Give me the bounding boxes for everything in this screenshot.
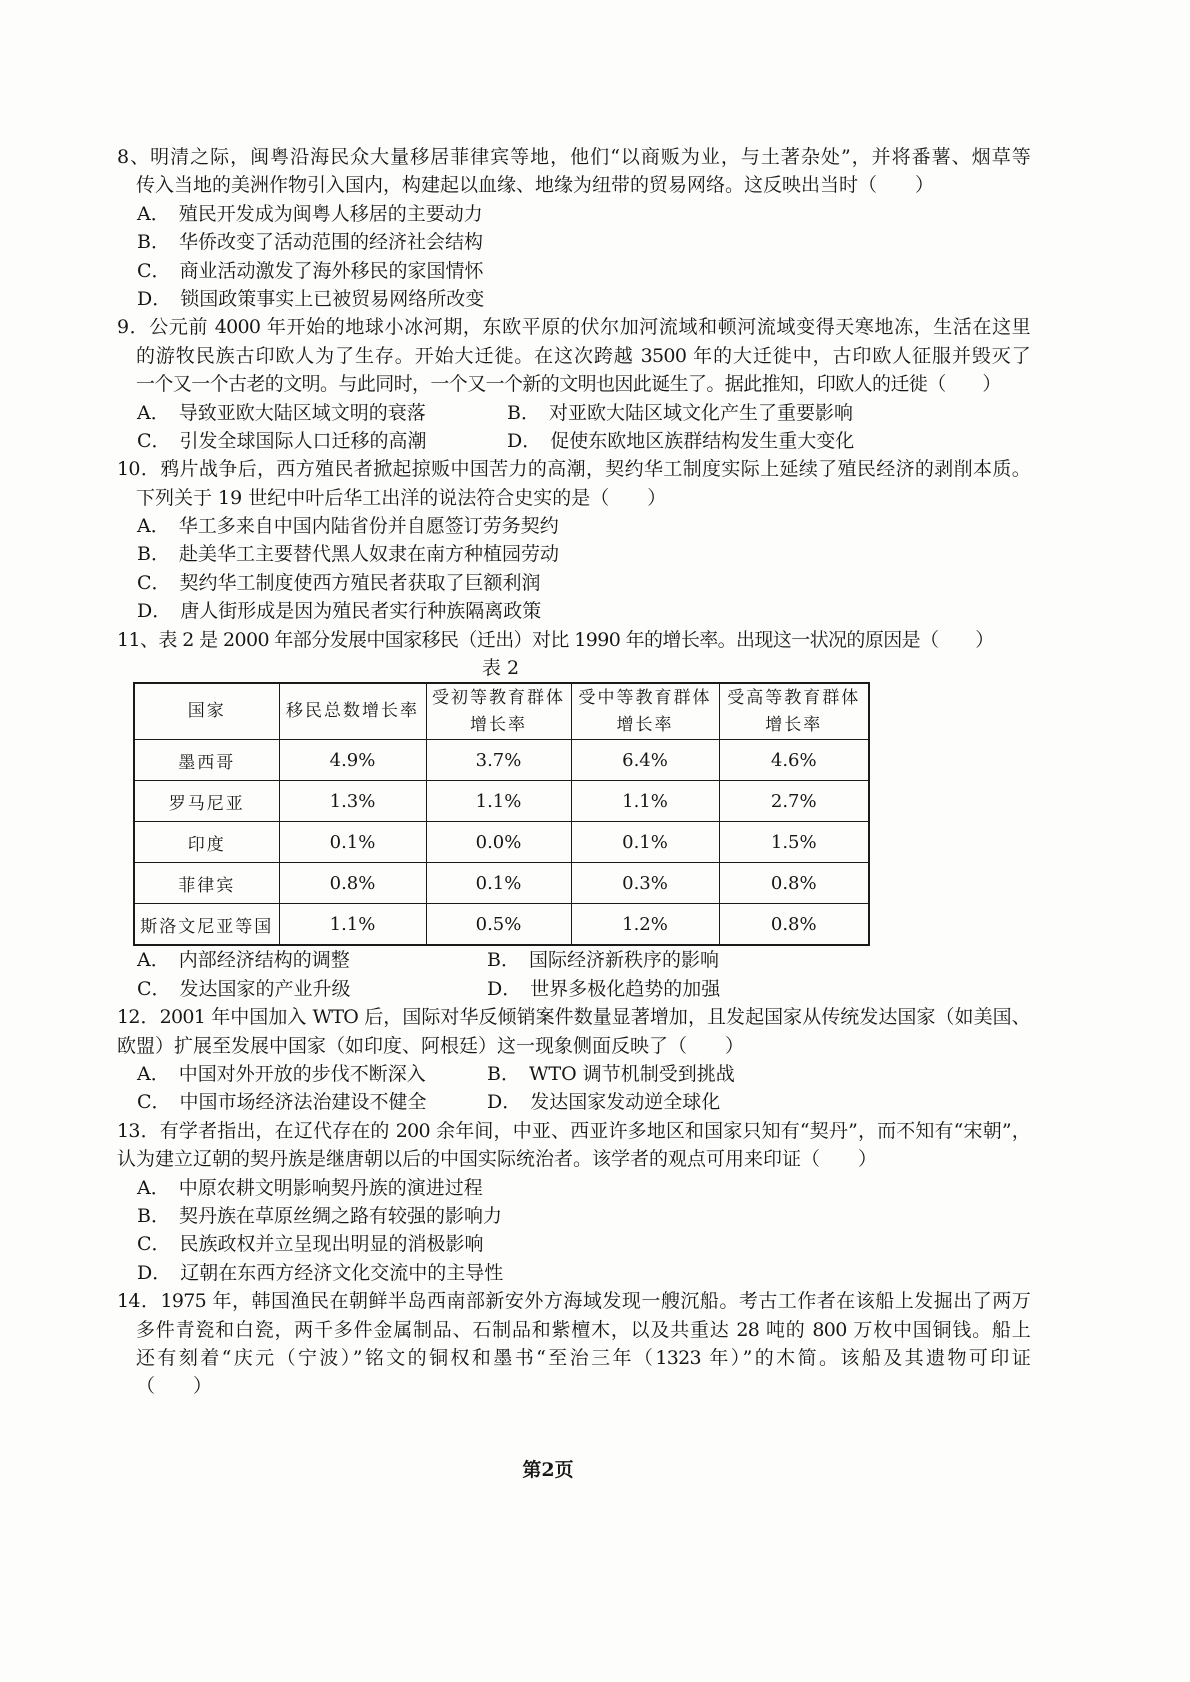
option-b [487, 949, 719, 971]
option-c [117, 569, 1030, 597]
table-cell: 0.1% [571, 822, 719, 863]
option-text: 赴美华工主要替代黑人奴隶在南方种植园劳动 [178, 543, 559, 566]
table-cell: 0.8% [279, 863, 426, 904]
option-label: A． [137, 401, 170, 424]
option-label: A． [137, 515, 170, 538]
question-number: 13． [117, 1119, 160, 1142]
option-d [117, 1259, 1030, 1287]
option-label: C． [137, 571, 171, 594]
table-cell: 1.1% [279, 904, 426, 946]
table-cell: 菲律宾 [134, 863, 279, 904]
question-number: 8、 [117, 146, 151, 168]
table-cell: 4.6% [719, 740, 869, 781]
option-a [117, 200, 1030, 228]
option-text: 民族政权并立呈现出明显的消极影响 [179, 1233, 484, 1256]
table-cell: 0.1% [426, 863, 571, 904]
option-row [117, 399, 1030, 427]
option-text: 中原农耕文明影响契丹族的演进过程 [178, 1176, 483, 1199]
option-text: 发达国家发动逆全球化 [530, 1091, 721, 1114]
option-b [117, 1202, 1030, 1230]
table-row [134, 740, 869, 781]
question-number: 9． [117, 316, 150, 339]
option-label: C． [137, 1091, 171, 1114]
data-table [133, 682, 870, 946]
option-text: 导致亚欧大陆区域文明的衰落 [178, 401, 426, 424]
table-cell: 0.3% [571, 863, 719, 904]
option-d [507, 430, 854, 452]
question-stem-text: 明清之际，闽粤沿海民众大量移居菲律宾等地，他们“以商贩为业，与土著杂处”，并将番薯、烟草等 [150, 146, 1030, 168]
question-12 [117, 1003, 1030, 1117]
option-d [117, 285, 1030, 313]
option-text: 锁国政策事实上已被贸易网络所改变 [180, 287, 485, 310]
question-stem-line: 的游牧民族古印欧人为了生存。开始大迁徙。在这次跨越 3500 年的大迁徙中，古印欧人征服并毁灭了 [136, 344, 1030, 367]
table-cell: 0.0% [426, 822, 571, 863]
table-cell: 1.1% [426, 781, 571, 822]
option-d [487, 1091, 720, 1113]
table-cell: 0.8% [719, 904, 869, 946]
table-cell: 6.4% [571, 740, 719, 781]
question-stem-line [117, 1287, 1030, 1315]
question-stem-line: 传入当地的美洲作物引入国内，构建起以血缘、地缘为纽带的贸易网络。这反映出当时（ ） [136, 174, 935, 197]
option-label: C． [137, 259, 171, 282]
table-cell: 1.2% [571, 904, 719, 946]
option-label: C． [137, 1233, 171, 1256]
option-label: A． [137, 949, 170, 972]
option-label: A． [137, 202, 170, 225]
option-b [507, 402, 853, 424]
question-stem-text: 2001 年中国加入 WTO 后，国际对华反倾销案件数量显著增加，且发起国家从传统发达国家（如美国、 [159, 1006, 1030, 1029]
option-label: B． [137, 543, 170, 566]
option-row [117, 1088, 1030, 1116]
option-a [117, 1174, 1030, 1202]
question-stem-line: 多件青瓷和白瓷，两千多件金属制品、石制品和紫檀木，以及共重达 28 吨的 800 万枚中国铜钱。船上 [136, 1318, 1030, 1341]
option-text: 华工多来自中国内陆省份并自愿签订劳务契约 [178, 515, 559, 538]
option-text: 发达国家的产业升级 [179, 977, 351, 1000]
option-row [117, 975, 1030, 1003]
question-number: 14． [117, 1290, 161, 1313]
option-label: D． [487, 1091, 522, 1114]
question-stem-line [117, 626, 1030, 654]
option-text: 华侨改变了活动范围的经济社会结构 [178, 231, 483, 254]
option-label: B． [487, 949, 520, 972]
table-cell: 墨西哥 [134, 740, 279, 781]
table-cell: 0.1% [279, 822, 426, 863]
question-stem-text: 1975 年，韩国渔民在朝鲜半岛西南部新安外方海域发现一艘沉船。考古工作者在该船上发掘出了两万 [160, 1290, 1031, 1313]
question-14 [117, 1287, 1030, 1401]
question-stem-text: 鸦片战争后，西方殖民者掀起掠贩中国苦力的高潮，契约华工制度实际上延续了殖民经济的剥削本质。 [160, 458, 1030, 481]
table-cell: 2.7% [719, 781, 869, 822]
question-number: 12． [117, 1006, 160, 1029]
question-stem-text: 公元前 4000 年开始的地球小冰河期，东欧平原的伏尔加河流域和顿河流域变得天寒地冻，生活在这里 [149, 316, 1030, 339]
option-text: 辽朝在东西方经济文化交流中的主导性 [180, 1261, 504, 1284]
question-stem-line: 还有刻着“庆元（宁波）”铭文的铜权和墨书“至治三年（1323 年）”的木简。该船及其遗物可印证 [136, 1346, 1030, 1369]
question-stem-line [117, 143, 1030, 171]
option-label: C． [137, 977, 171, 1000]
table-row [134, 822, 869, 863]
table-cell: 罗马尼亚 [134, 781, 279, 822]
table-header-cell: 受初等教育群体 增长率 [426, 683, 571, 740]
question-number: 10． [117, 458, 161, 481]
option-c [137, 975, 487, 1003]
option-c [117, 257, 1030, 285]
option-label: A． [137, 1176, 170, 1199]
table-cell: 斯洛文尼亚等国 [134, 904, 279, 946]
option-text: 契约华工制度使西方殖民者获取了巨额利润 [179, 571, 541, 594]
page-number: 第2页 [522, 1459, 574, 1481]
option-a [137, 1060, 487, 1088]
question-10 [117, 455, 1030, 625]
question-number: 11、 [117, 628, 159, 651]
table-cell: 3.7% [426, 740, 571, 781]
option-text: 中国市场经济法治建设不健全 [179, 1091, 427, 1114]
table-cell: 0.8% [719, 863, 869, 904]
option-text: 商业活动激发了海外移民的家国情怀 [179, 259, 484, 282]
option-row [117, 1060, 1030, 1088]
option-row [117, 946, 1030, 974]
option-label: D． [487, 977, 522, 1000]
question-11 [117, 626, 1030, 1004]
table-cell: 1.5% [719, 822, 869, 863]
option-label: C． [137, 429, 171, 452]
option-label: B． [137, 231, 170, 254]
table-header-cell: 受中等教育群体 增长率 [571, 683, 719, 740]
option-label: B． [507, 401, 540, 424]
option-text: 内部经济结构的调整 [178, 949, 350, 972]
option-a [117, 512, 1030, 540]
answer-blank: （ ） [136, 1375, 213, 1398]
table-cell: 1.1% [571, 781, 719, 822]
option-c [137, 1088, 487, 1116]
option-text: 唐人街形成是因为殖民者实行种族隔离政策 [180, 600, 542, 623]
question-stem-line: 认为建立辽朝的契丹族是继唐朝以后的中国实际统治者。该学者的观点可用来印证（ ） [117, 1148, 878, 1171]
table-header-cell: 移民总数增长率 [279, 683, 426, 740]
question-list [117, 143, 1030, 1401]
table-cell: 印度 [134, 822, 279, 863]
question-stem-line [117, 455, 1030, 483]
question-stem-line [117, 1003, 1030, 1031]
table-header-cell: 国家 [134, 683, 279, 740]
question-stem-text: 有学者指出，在辽代存在的 200 余年间，中亚、西亚许多地区和国家只知有“契丹”，而不知有“宋朝”， [159, 1119, 1031, 1142]
option-text: WTO 调节机制受到挑战 [528, 1062, 735, 1085]
question-stem-text: 表 2 是 2000 年部分发展中国家移民（迁出）对比 1990 年的增长率。出现这一状况的原因是（ ） [158, 628, 994, 651]
question-stem-line: 一个又一个古老的文明。与此同时，一个又一个新的文明也因此诞生了。据此推知，印欧人的迁徙（ ） [136, 373, 1001, 396]
table-cell: 0.5% [426, 904, 571, 946]
option-b [487, 1063, 735, 1085]
option-text: 国际经济新秩序的影响 [528, 949, 719, 972]
question-stem-line: 欧盟）扩展至发展中国家（如印度、阿根廷）这一现象侧面反映了（ ） [117, 1034, 745, 1057]
table-header-row [134, 683, 869, 740]
table-row [134, 781, 869, 822]
table-row [134, 863, 869, 904]
option-text: 世界多极化趋势的加强 [530, 977, 721, 1000]
option-a [137, 399, 507, 427]
option-label: A． [137, 1062, 170, 1085]
option-label: B． [487, 1062, 520, 1085]
option-label: D． [507, 429, 542, 452]
question-stem-line [117, 313, 1030, 341]
question-9 [117, 313, 1030, 455]
option-a [137, 946, 487, 974]
option-c [117, 1230, 1030, 1258]
table-cell: 4.9% [279, 740, 426, 781]
option-label: D． [137, 287, 172, 310]
option-label: B． [137, 1204, 170, 1227]
option-c [137, 427, 507, 455]
question-stem-line [117, 1117, 1030, 1145]
option-text: 中国对外开放的步伐不断深入 [178, 1062, 426, 1085]
option-text: 对亚欧大陆区域文化产生了重要影响 [548, 401, 853, 424]
table-caption: 表 2 [481, 657, 520, 680]
option-label: D． [137, 1261, 172, 1284]
option-text: 促使东欧地区族群结构发生重大变化 [550, 429, 855, 452]
option-text: 殖民开发成为闽粤人移居的主要动力 [178, 202, 483, 225]
option-b [117, 228, 1030, 256]
table-row [134, 904, 869, 946]
table-header-cell: 受高等教育群体 增长率 [719, 683, 869, 740]
question-13 [117, 1117, 1030, 1287]
option-b [117, 540, 1030, 568]
option-d [117, 597, 1030, 625]
option-text: 契丹族在草原丝绸之路有较强的影响力 [178, 1204, 502, 1227]
option-d [487, 978, 720, 1000]
option-row [117, 427, 1030, 455]
option-text: 引发全球国际人口迁移的高潮 [179, 429, 427, 452]
question-stem-line: 下列关于 19 世纪中叶后华工出洋的说法符合史实的是（ ） [136, 486, 667, 509]
option-label: D． [137, 600, 172, 623]
question-8 [117, 143, 1030, 313]
table-cell: 1.3% [279, 781, 426, 822]
